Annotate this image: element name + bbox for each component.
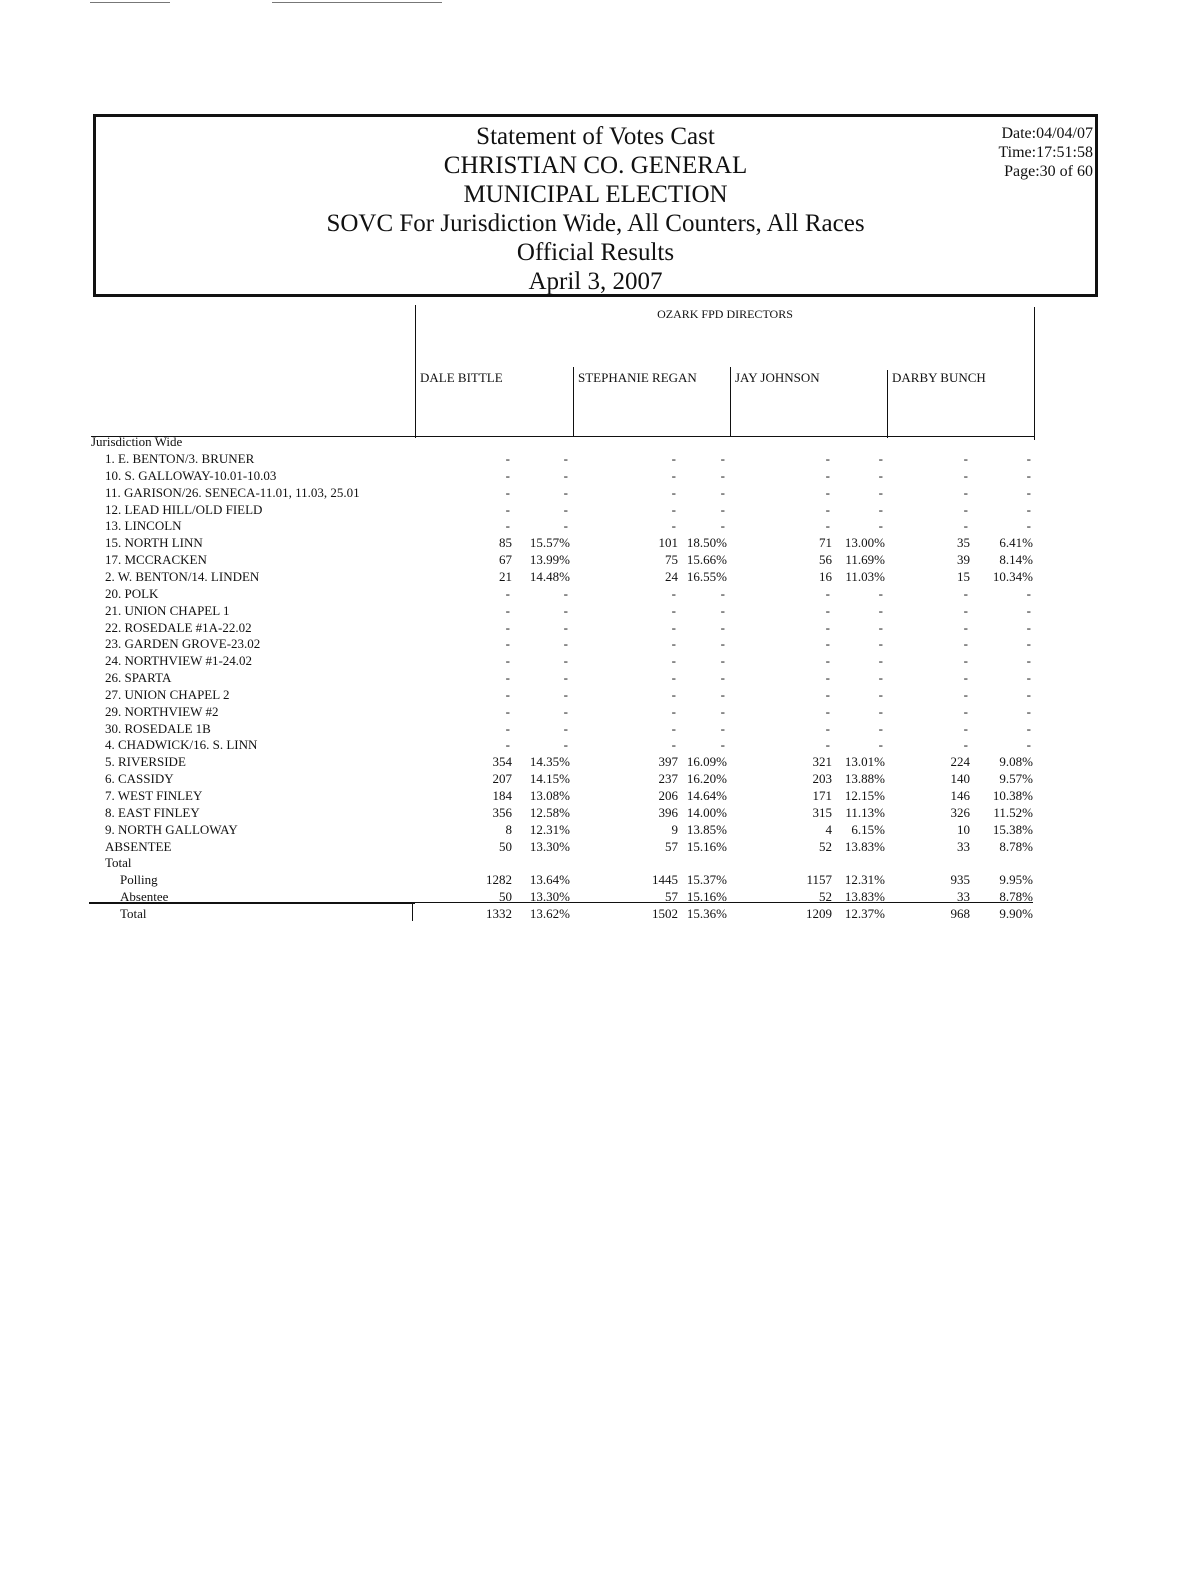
vote-percent: - bbox=[720, 467, 725, 483]
candidate-divider bbox=[573, 367, 574, 436]
vote-percent: - bbox=[563, 451, 568, 466]
vote-percent: 13.00% bbox=[844, 535, 885, 551]
total-underline-left bbox=[89, 902, 415, 904]
vote-percent: - bbox=[878, 670, 883, 686]
report-page: Page:30 of 60 bbox=[1004, 163, 1093, 180]
vote-percent: 10.38% bbox=[992, 788, 1033, 803]
vote-percent: - bbox=[720, 737, 725, 753]
vote-count: 1282 bbox=[486, 872, 512, 888]
precinct-name: 15. NORTH LINN bbox=[105, 535, 203, 551]
vote-count: 184 bbox=[492, 788, 512, 803]
vote-percent: 16.20% bbox=[686, 771, 727, 787]
vote-percent: - bbox=[720, 686, 725, 702]
candidate-divider bbox=[887, 370, 888, 438]
vote-percent: 18.50% bbox=[686, 535, 727, 551]
vote-count: 33 bbox=[957, 838, 970, 854]
vote-count: 67 bbox=[499, 552, 512, 568]
vote-count: 21 bbox=[499, 568, 512, 584]
vote-count: - bbox=[671, 737, 676, 753]
vote-count: 71 bbox=[819, 535, 832, 551]
vote-count: - bbox=[825, 467, 830, 483]
vote-count: 206 bbox=[658, 788, 678, 803]
vote-count: 326 bbox=[950, 804, 970, 820]
vote-count: - bbox=[505, 501, 510, 517]
vote-percent: 16.09% bbox=[686, 754, 727, 770]
vote-percent: - bbox=[878, 703, 883, 719]
vote-percent: - bbox=[720, 619, 725, 635]
precinct-name: 29. NORTHVIEW #2 bbox=[105, 703, 219, 719]
vote-percent: - bbox=[1026, 619, 1031, 635]
vote-count: - bbox=[505, 451, 510, 466]
vote-count: 75 bbox=[665, 552, 678, 568]
vote-count: - bbox=[825, 501, 830, 517]
vote-percent: 15.38% bbox=[992, 821, 1033, 837]
candidate-dale-bittle: DALE BITTLE bbox=[420, 370, 503, 385]
vote-count: 1445 bbox=[652, 872, 678, 888]
vote-count: - bbox=[671, 636, 676, 652]
vote-count: - bbox=[671, 670, 676, 686]
vote-count: 968 bbox=[950, 905, 970, 921]
vote-count: - bbox=[505, 686, 510, 702]
vote-count: 50 bbox=[499, 838, 512, 854]
vote-count: 33 bbox=[957, 889, 970, 905]
vote-count: - bbox=[671, 518, 676, 534]
vote-percent: - bbox=[720, 720, 725, 736]
vote-percent: - bbox=[720, 501, 725, 517]
vote-percent: 8.14% bbox=[999, 552, 1033, 568]
vote-count: - bbox=[825, 686, 830, 702]
vote-count: - bbox=[505, 484, 510, 500]
vote-count: - bbox=[963, 636, 968, 652]
vote-percent: - bbox=[878, 585, 883, 601]
report-date: Date:04/04/07 bbox=[1001, 125, 1093, 142]
table-row bbox=[0, 518, 1200, 535]
candidate-divider bbox=[730, 367, 731, 436]
vote-percent: - bbox=[878, 518, 883, 534]
vote-percent: - bbox=[720, 518, 725, 534]
table-row bbox=[0, 872, 1200, 889]
vote-count: 1209 bbox=[806, 905, 832, 921]
vote-count: 24 bbox=[665, 568, 678, 584]
vote-count: 396 bbox=[658, 804, 678, 820]
report-title-line: Statement of Votes Cast bbox=[476, 123, 715, 150]
vote-count: - bbox=[671, 686, 676, 702]
vote-count: - bbox=[505, 636, 510, 652]
vote-count: - bbox=[825, 720, 830, 736]
table-row bbox=[0, 721, 1200, 738]
precinct-name: 8. EAST FINLEY bbox=[105, 804, 200, 820]
precinct-name: 4. CHADWICK/16. S. LINN bbox=[105, 737, 258, 753]
vote-count: 315 bbox=[812, 804, 832, 820]
vote-count: 57 bbox=[665, 838, 678, 854]
table-row bbox=[0, 552, 1200, 569]
vote-percent: - bbox=[563, 703, 568, 719]
vote-count: - bbox=[671, 451, 676, 466]
precinct-name: 26. SPARTA bbox=[105, 670, 172, 686]
vote-count: - bbox=[825, 653, 830, 669]
vote-percent: 8.78% bbox=[999, 838, 1033, 854]
vote-count: - bbox=[825, 737, 830, 753]
vote-percent: 15.37% bbox=[686, 872, 727, 888]
table-row bbox=[0, 805, 1200, 822]
vote-percent: - bbox=[563, 501, 568, 517]
precinct-name: 13. LINCOLN bbox=[105, 518, 182, 534]
vote-count: - bbox=[505, 737, 510, 753]
precinct-name: ABSENTEE bbox=[105, 838, 172, 854]
table-row bbox=[0, 855, 1200, 872]
vote-count: - bbox=[963, 602, 968, 618]
vote-percent: - bbox=[1026, 720, 1031, 736]
vote-count: 237 bbox=[658, 771, 678, 787]
vote-count: 224 bbox=[950, 754, 970, 770]
report-time: Time:17:51:58 bbox=[998, 144, 1093, 161]
precinct-name: Total bbox=[105, 855, 132, 871]
vote-count: - bbox=[963, 686, 968, 702]
precinct-name: 24. NORTHVIEW #1-24.02 bbox=[105, 653, 253, 669]
vote-percent: 11.13% bbox=[845, 804, 885, 820]
vote-percent: - bbox=[563, 720, 568, 736]
vote-percent: - bbox=[1026, 484, 1031, 500]
candidate-darby-bunch: DARBY BUNCH bbox=[892, 370, 986, 385]
precinct-name: Total bbox=[120, 905, 147, 921]
table-row bbox=[0, 485, 1200, 502]
vote-percent: 6.15% bbox=[851, 821, 885, 837]
vote-percent: - bbox=[563, 619, 568, 635]
vote-percent: 9.08% bbox=[999, 754, 1033, 770]
vote-count: - bbox=[963, 737, 968, 753]
vote-count: - bbox=[963, 720, 968, 736]
table-row bbox=[0, 754, 1200, 771]
vote-percent: 6.41% bbox=[999, 535, 1033, 551]
table-row bbox=[0, 569, 1200, 586]
vote-percent: - bbox=[563, 518, 568, 534]
vote-count: - bbox=[825, 484, 830, 500]
vote-percent: 8.78% bbox=[999, 889, 1033, 905]
vote-count: - bbox=[671, 484, 676, 500]
vote-count: - bbox=[825, 670, 830, 686]
vote-percent: 12.15% bbox=[844, 788, 885, 803]
vote-count: 35 bbox=[957, 535, 970, 551]
race-left-border bbox=[415, 305, 416, 438]
vote-percent: 15.66% bbox=[686, 552, 727, 568]
vote-percent: - bbox=[563, 602, 568, 618]
vote-count: - bbox=[671, 720, 676, 736]
vote-percent: 11.52% bbox=[993, 804, 1033, 820]
table-row bbox=[0, 603, 1200, 620]
vote-count: 171 bbox=[812, 788, 832, 803]
vote-count: - bbox=[825, 703, 830, 719]
vote-count: 9 bbox=[671, 821, 678, 837]
vote-percent: 10.34% bbox=[992, 568, 1033, 584]
report-title-line: MUNICIPAL ELECTION bbox=[463, 181, 728, 208]
vote-percent: 14.64% bbox=[686, 788, 727, 803]
vote-percent: 9.90% bbox=[999, 905, 1033, 921]
vote-percent: - bbox=[720, 636, 725, 652]
race-right-border bbox=[1034, 307, 1035, 440]
vote-count: - bbox=[963, 451, 968, 466]
vote-percent: - bbox=[563, 636, 568, 652]
precinct-name: Polling bbox=[120, 872, 158, 888]
vote-count: - bbox=[505, 720, 510, 736]
table-row bbox=[0, 822, 1200, 839]
vote-percent: - bbox=[720, 484, 725, 500]
table-row bbox=[0, 535, 1200, 552]
vote-count: 1332 bbox=[486, 905, 512, 921]
vote-percent: 16.55% bbox=[686, 568, 727, 584]
vote-count: - bbox=[963, 484, 968, 500]
vote-count: 1502 bbox=[652, 905, 678, 921]
precinct-name: Absentee bbox=[120, 889, 169, 905]
vote-count: - bbox=[671, 501, 676, 517]
vote-percent: 15.16% bbox=[686, 838, 727, 854]
precinct-name: 9. NORTH GALLOWAY bbox=[105, 821, 238, 837]
vote-percent: - bbox=[878, 619, 883, 635]
vote-count: - bbox=[963, 501, 968, 517]
vote-percent: - bbox=[1026, 636, 1031, 652]
vote-percent: - bbox=[563, 484, 568, 500]
vote-percent: 13.64% bbox=[529, 872, 570, 888]
precinct-name: 17. MCCRACKEN bbox=[105, 552, 207, 568]
vote-percent: - bbox=[563, 467, 568, 483]
precinct-name: 23. GARDEN GROVE-23.02 bbox=[105, 636, 261, 652]
table-row bbox=[0, 586, 1200, 603]
vote-count: 85 bbox=[499, 535, 512, 551]
report-title-line: Official Results bbox=[516, 239, 675, 266]
vote-count: - bbox=[671, 703, 676, 719]
vote-percent: - bbox=[720, 451, 725, 466]
vote-count: 52 bbox=[819, 889, 832, 905]
vote-count: - bbox=[825, 518, 830, 534]
vote-percent: - bbox=[563, 653, 568, 669]
vote-percent: 12.37% bbox=[844, 905, 885, 921]
table-row bbox=[0, 771, 1200, 788]
table-row bbox=[0, 636, 1200, 653]
precinct-name: 1. E. BENTON/3. BRUNER bbox=[105, 451, 255, 466]
vote-count: - bbox=[963, 467, 968, 483]
vote-count: - bbox=[505, 585, 510, 601]
vote-percent: - bbox=[878, 720, 883, 736]
vote-count: 935 bbox=[950, 872, 970, 888]
vote-percent: - bbox=[563, 686, 568, 702]
vote-count: 356 bbox=[492, 804, 512, 820]
report-title-block bbox=[93, 122, 1098, 296]
vote-percent: - bbox=[1026, 467, 1031, 483]
vote-count: 101 bbox=[658, 535, 678, 551]
precinct-name: 21. UNION CHAPEL 1 bbox=[105, 602, 230, 618]
vote-percent: 14.48% bbox=[529, 568, 570, 584]
table-row bbox=[0, 653, 1200, 670]
vote-percent: - bbox=[1026, 501, 1031, 517]
vote-percent: 13.08% bbox=[529, 788, 570, 803]
vote-percent: - bbox=[878, 467, 883, 483]
vote-percent: - bbox=[1026, 686, 1031, 702]
vote-percent: 14.15% bbox=[529, 771, 570, 787]
vote-percent: - bbox=[1026, 670, 1031, 686]
vote-percent: 11.69% bbox=[845, 552, 885, 568]
vote-count: 56 bbox=[819, 552, 832, 568]
vote-count: - bbox=[505, 670, 510, 686]
vote-percent: - bbox=[878, 501, 883, 517]
vote-count: 321 bbox=[812, 754, 832, 770]
vote-percent: - bbox=[1026, 653, 1031, 669]
vote-percent: - bbox=[563, 585, 568, 601]
vote-count: - bbox=[505, 518, 510, 534]
precinct-name: 6. CASSIDY bbox=[105, 771, 174, 787]
vote-percent: 13.88% bbox=[844, 771, 885, 787]
vote-count: - bbox=[825, 636, 830, 652]
table-row bbox=[0, 906, 1200, 923]
vote-percent: - bbox=[1026, 518, 1031, 534]
vote-percent: - bbox=[1026, 602, 1031, 618]
vote-count: 1157 bbox=[806, 872, 832, 888]
table-row bbox=[0, 839, 1200, 856]
vote-percent: - bbox=[1026, 585, 1031, 601]
vote-percent: 13.30% bbox=[529, 889, 570, 905]
vote-percent: - bbox=[1026, 451, 1031, 466]
vote-count: 146 bbox=[950, 788, 970, 803]
precinct-name: 30. ROSEDALE 1B bbox=[105, 720, 211, 736]
vote-percent: - bbox=[563, 670, 568, 686]
precinct-name: 27. UNION CHAPEL 2 bbox=[105, 686, 230, 702]
vote-percent: - bbox=[1026, 737, 1031, 753]
table-row bbox=[0, 687, 1200, 704]
vote-percent: 9.57% bbox=[999, 771, 1033, 787]
vote-percent: 15.16% bbox=[686, 889, 727, 905]
table-row bbox=[0, 788, 1200, 805]
precinct-name: 12. LEAD HILL/OLD FIELD bbox=[105, 501, 263, 517]
vote-count: 10 bbox=[957, 821, 970, 837]
vote-count: 16 bbox=[819, 568, 832, 584]
report-title-line: CHRISTIAN CO. GENERAL bbox=[443, 152, 748, 179]
table-row bbox=[0, 468, 1200, 485]
vote-percent: 13.83% bbox=[844, 889, 885, 905]
vote-percent: 13.83% bbox=[844, 838, 885, 854]
precinct-name: 2. W. BENTON/14. LINDEN bbox=[105, 568, 260, 584]
vote-count: 8 bbox=[505, 821, 512, 837]
vote-percent: 15.36% bbox=[686, 905, 727, 921]
total-underline-right bbox=[415, 902, 1033, 903]
vote-count: 39 bbox=[957, 552, 970, 568]
table-row bbox=[0, 670, 1200, 687]
vote-percent: - bbox=[1026, 703, 1031, 719]
vote-percent: 13.01% bbox=[844, 754, 885, 770]
vote-count: 140 bbox=[950, 771, 970, 787]
vote-percent: 13.62% bbox=[529, 905, 570, 921]
vote-percent: - bbox=[878, 602, 883, 618]
race-title: OZARK FPD DIRECTORS bbox=[657, 307, 793, 321]
vote-count: 397 bbox=[658, 754, 678, 770]
vote-count: 354 bbox=[492, 754, 512, 770]
vote-count: - bbox=[671, 585, 676, 601]
total-left-border bbox=[412, 903, 413, 921]
vote-count: 15 bbox=[957, 568, 970, 584]
vote-percent: 14.35% bbox=[529, 754, 570, 770]
vote-count: - bbox=[963, 585, 968, 601]
vote-percent: 12.31% bbox=[844, 872, 885, 888]
vote-percent: 13.99% bbox=[529, 552, 570, 568]
vote-percent: - bbox=[878, 636, 883, 652]
vote-percent: - bbox=[720, 602, 725, 618]
vote-count: 57 bbox=[665, 889, 678, 905]
vote-percent: - bbox=[878, 451, 883, 466]
table-row bbox=[0, 502, 1200, 519]
vote-count: - bbox=[671, 467, 676, 483]
vote-count: 207 bbox=[492, 771, 512, 787]
vote-count: - bbox=[963, 653, 968, 669]
vote-count: 4 bbox=[825, 821, 832, 837]
vote-count: - bbox=[963, 703, 968, 719]
vote-percent: 11.03% bbox=[845, 568, 885, 584]
vote-count: - bbox=[505, 703, 510, 719]
vote-count: - bbox=[671, 619, 676, 635]
vote-percent: 12.58% bbox=[529, 804, 570, 820]
vote-count: - bbox=[505, 467, 510, 483]
vote-count: - bbox=[963, 518, 968, 534]
vote-count: - bbox=[505, 602, 510, 618]
table-row bbox=[0, 737, 1200, 754]
header-bottom-rule bbox=[91, 436, 1035, 437]
vote-count: - bbox=[825, 619, 830, 635]
vote-percent: - bbox=[720, 585, 725, 601]
precinct-name: 10. S. GALLOWAY-10.01-10.03 bbox=[105, 467, 277, 483]
precinct-name: 20. POLK bbox=[105, 585, 159, 601]
vote-percent: - bbox=[720, 670, 725, 686]
vote-percent: 9.95% bbox=[999, 872, 1033, 888]
vote-percent: 12.31% bbox=[529, 821, 570, 837]
vote-percent: - bbox=[720, 653, 725, 669]
candidate-stephanie-regan: STEPHANIE REGAN bbox=[578, 370, 697, 385]
report-title-line: April 3, 2007 bbox=[528, 268, 663, 295]
precinct-name: 5. RIVERSIDE bbox=[105, 754, 186, 770]
vote-percent: 15.57% bbox=[529, 535, 570, 551]
section-label: Jurisdiction Wide bbox=[91, 434, 183, 449]
vote-percent: - bbox=[878, 484, 883, 500]
vote-count: - bbox=[505, 653, 510, 669]
vote-count: - bbox=[825, 602, 830, 618]
precinct-name: 11. GARISON/26. SENECA-11.01, 11.03, 25.01 bbox=[105, 484, 360, 500]
vote-percent: - bbox=[720, 703, 725, 719]
vote-count: 203 bbox=[812, 771, 832, 787]
candidate-jay-johnson: JAY JOHNSON bbox=[735, 370, 820, 385]
table-row bbox=[0, 620, 1200, 637]
vote-percent: - bbox=[878, 737, 883, 753]
vote-percent: 14.00% bbox=[686, 804, 727, 820]
vote-count: - bbox=[825, 585, 830, 601]
vote-count: 50 bbox=[499, 889, 512, 905]
vote-percent: 13.30% bbox=[529, 838, 570, 854]
report-meta bbox=[985, 124, 1093, 181]
report-title-line: SOVC For Jurisdiction Wide, All Counters, All Races bbox=[326, 210, 865, 237]
vote-count: - bbox=[963, 670, 968, 686]
vote-percent: - bbox=[878, 653, 883, 669]
precinct-name: 22. ROSEDALE #1A-22.02 bbox=[105, 619, 252, 635]
vote-percent: - bbox=[563, 737, 568, 753]
vote-count: - bbox=[505, 619, 510, 635]
vote-percent: - bbox=[878, 686, 883, 702]
vote-count: - bbox=[671, 602, 676, 618]
vote-count: - bbox=[671, 653, 676, 669]
vote-count: - bbox=[963, 619, 968, 635]
precinct-name: 7. WEST FINLEY bbox=[105, 788, 203, 803]
vote-count: - bbox=[825, 451, 830, 466]
table-row bbox=[0, 451, 1200, 468]
vote-percent: 13.85% bbox=[686, 821, 727, 837]
vote-count: 52 bbox=[819, 838, 832, 854]
table-row bbox=[0, 704, 1200, 721]
